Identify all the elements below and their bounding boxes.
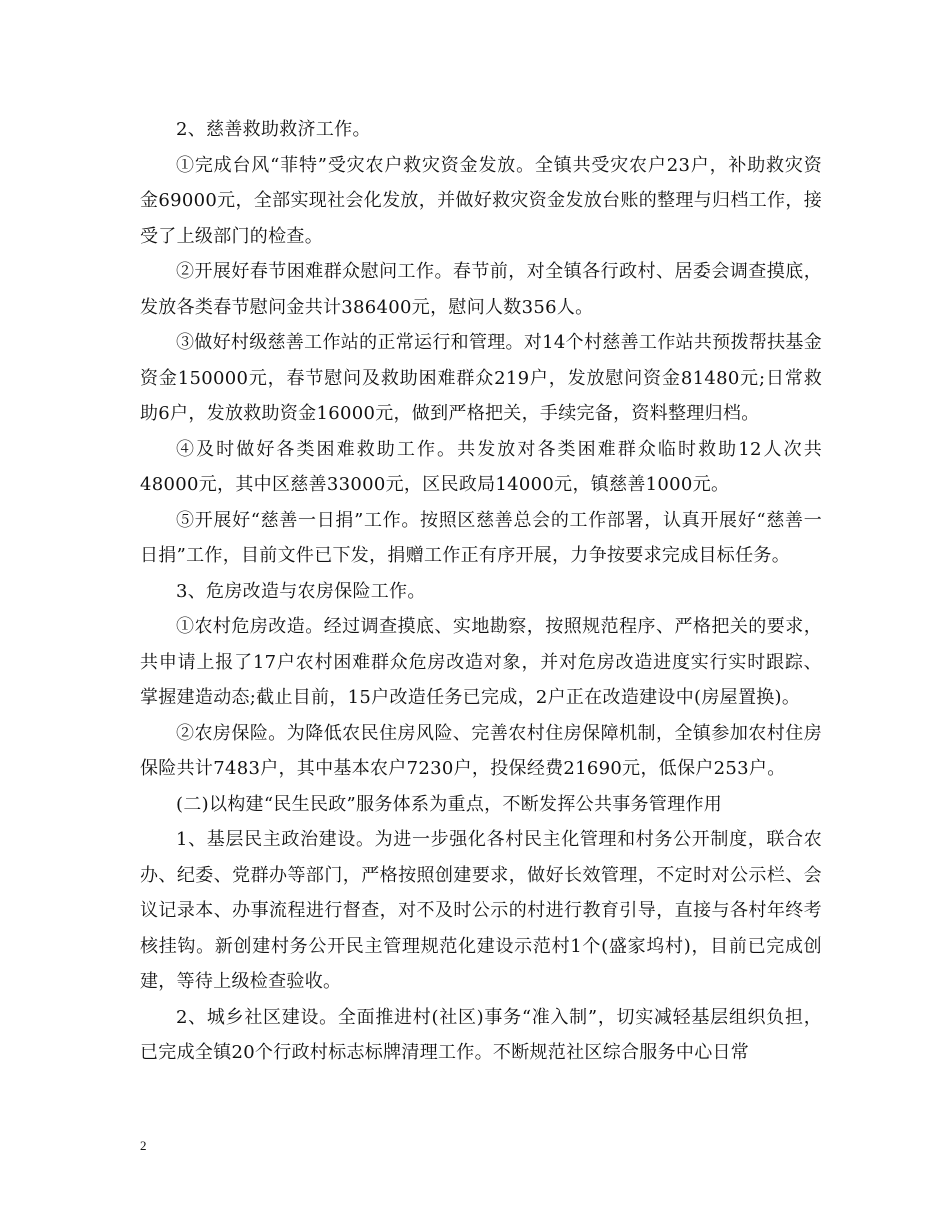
paragraph-temporary-relief: ④及时做好各类困难救助工作。共发放对各类困难群众临时救助12人次共48000元，其中区慈善33000元，区民政局14000元，镇慈善1000元。 <box>140 438 822 495</box>
document-page-body <box>140 112 822 1071</box>
paragraph-spring-festival-visits: ②开展好春节困难群众慰问工作。春节前，对全镇各行政村、居委会调查摸底，发放各类春节慰问金共计386400元，慰问人数356人。 <box>140 261 822 318</box>
page-number: 2 <box>140 1138 147 1153</box>
paragraph-section-3-title: 3、危房改造与农房保险工作。 <box>176 580 426 602</box>
paragraph-grassroots-democracy: 1、基层民主政治建设。为进一步强化各村民主化管理和村务公开制度，联合农办、纪委、党群办等部门，严格按照创建要求，做好长效管理，不定时对公示栏、会议记录本、办事流程进行督查，对不及时公示的村进行教育引导，直接与各村年终考核挂钩。新创建村务公开民主管理规范化建设示范村1个(盛家坞村)，目前已完成创建，等待上级检查验收。 <box>140 829 822 992</box>
paragraph-section-2-title: 2、慈善救助救济工作。 <box>176 119 371 140</box>
paragraph-part-two-heading: (二)以构建“民生民政”服务体系为重点，不断发挥公共事务管理作用 <box>176 793 723 815</box>
paragraph-village-charity-stations: ③做好村级慈善工作站的正常运行和管理。对14个村慈善工作站共预拨帮扶基金资金150000元，春节慰问及救助困难群众219户，发放慰问资金81480元;日常救助6户，发放救助资金16000元，做到严格把关，手续完备，资料整理归档。 <box>140 332 822 424</box>
paragraph-typhoon-relief: ①完成台风“菲特”受灾农户救灾资金发放。全镇共受灾农户23户，补助救灾资金69000元，全部实现社会化发放，并做好救灾资金发放台账的整理与归档工作，接受了上级部门的检查。 <box>140 154 822 247</box>
paragraph-one-day-donation: ⑤开展好“慈善一日捐”工作。按照区慈善总会的工作部署，认真开展好“慈善一日捐”工作，目前文件已下发，捐赠工作正有序开展，力争按要求完成目标任务。 <box>140 509 822 566</box>
paragraph-housing-insurance: ②农房保险。为降低农民住房风险、完善农村住房保障机制，全镇参加农村住房保险共计7483户，其中基本农户7230户，投保经费21690元，低保户253户。 <box>140 722 822 779</box>
paragraph-community-building: 2、城乡社区建设。全面推进村(社区)事务“准入制”，切实减轻基层组织负担，已完成全镇20个行政村标志标牌清理工作。不断规范社区综合服务中心日常 <box>140 1006 822 1063</box>
paragraph-dilapidated-housing: ①农村危房改造。经过调查摸底、实地勘察，按照规范程序、严格把关的要求，共申请上报了17户农村困难群众危房改造对象，并对危房改造进度实行实时跟踪、掌握建造动态;截止目前，15户改造任务已完成，2户正在改造建设中(房屋置换)。 <box>140 616 822 708</box>
